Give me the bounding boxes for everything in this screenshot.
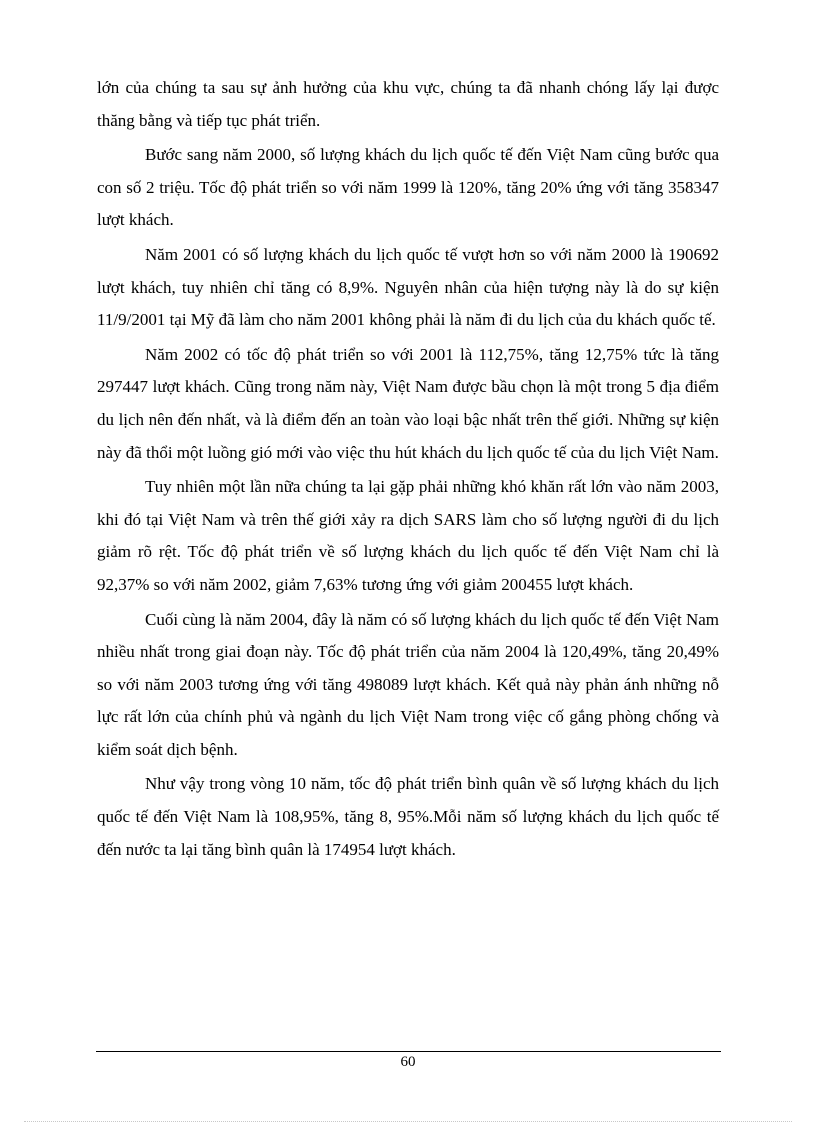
- paragraph-summary: Như vậy trong vòng 10 năm, tốc độ phát triển bình quân về số lượng khách du lịch quốc tế đến Việt Nam là 108,95%, tăng 8, 95%.Mỗi năm số lượng khách du lịch quốc tế đến nước ta lại tăng bình quân là 174954 lượt khách.: [97, 774, 719, 859]
- page-body: [97, 72, 719, 868]
- paragraph-year-2000: Bước sang năm 2000, số lượng khách du lịch quốc tế đến Việt Nam cũng bước qua con số 2 triệu. Tốc độ phát triển so với năm 1999 là 120%, tăng 20% ứng với tăng 358347 lượt khách.: [97, 145, 719, 230]
- paragraph-year-2002: Năm 2002 có tốc độ phát triển so với 2001 là 112,75%, tăng 12,75% tức là tăng 297447 lượt khách. Cũng trong năm này, Việt Nam được bầu chọn là một trong 5 địa điểm du lịch nên đến nhất, và là điểm đến an toàn vào loại bậc nhất trên thế giới. Những sự kiện này đã thổi một luồng gió mới vào việc thu hút khách du lịch quốc tế của du lịch Việt Nam.: [97, 344, 719, 462]
- page-bottom-edge: [24, 1121, 792, 1122]
- paragraph-year-2001: Năm 2001 có số lượng khách du lịch quốc tế vượt hơn so với năm 2000 là 190692 lượt khách, tuy nhiên chỉ tăng có 8,9%. Nguyên nhân của hiện tượng này là do sự kiện 11/9/2001 tại Mỹ đã làm cho năm 2001 không phải là năm đi du lịch của du khách quốc tế.: [97, 244, 719, 330]
- page-number: 60: [400, 1054, 416, 1070]
- paragraph-year-2003: Tuy nhiên một lần nữa chúng ta lại gặp phải những khó khăn rất lớn vào năm 2003, khi đó tại Việt Nam và trên thế giới xảy ra dịch SARS làm cho số lượng người đi du lịch giảm rõ rệt. Tốc độ phát triển về số lượng khách du lịch quốc tế đến Việt Nam chỉ là 92,37% so với năm 2002, giảm 7,63% tương ứng với giảm 200455 lượt khách.: [97, 477, 719, 594]
- paragraph-continuation: lớn của chúng ta sau sự ảnh hưởng của khu vực, chúng ta đã nhanh chóng lấy lại được thăng bằng và tiếp tục phát triển.: [97, 78, 719, 130]
- paragraph-year-2004: Cuối cùng là năm 2004, đây là năm có số lượng khách du lịch quốc tế đến Việt Nam nhiều nhất trong giai đoạn này. Tốc độ phát triển của năm 2004 là 120,49%, tăng 20,49% so với năm 2003 tương ứng với tăng 498089 lượt khách. Kết quả này phản ánh những nỗ lực rất lớn của chính phủ và ngành du lịch Việt Nam trong việc cố gắng phòng chống và kiểm soát dịch bệnh.: [97, 609, 719, 759]
